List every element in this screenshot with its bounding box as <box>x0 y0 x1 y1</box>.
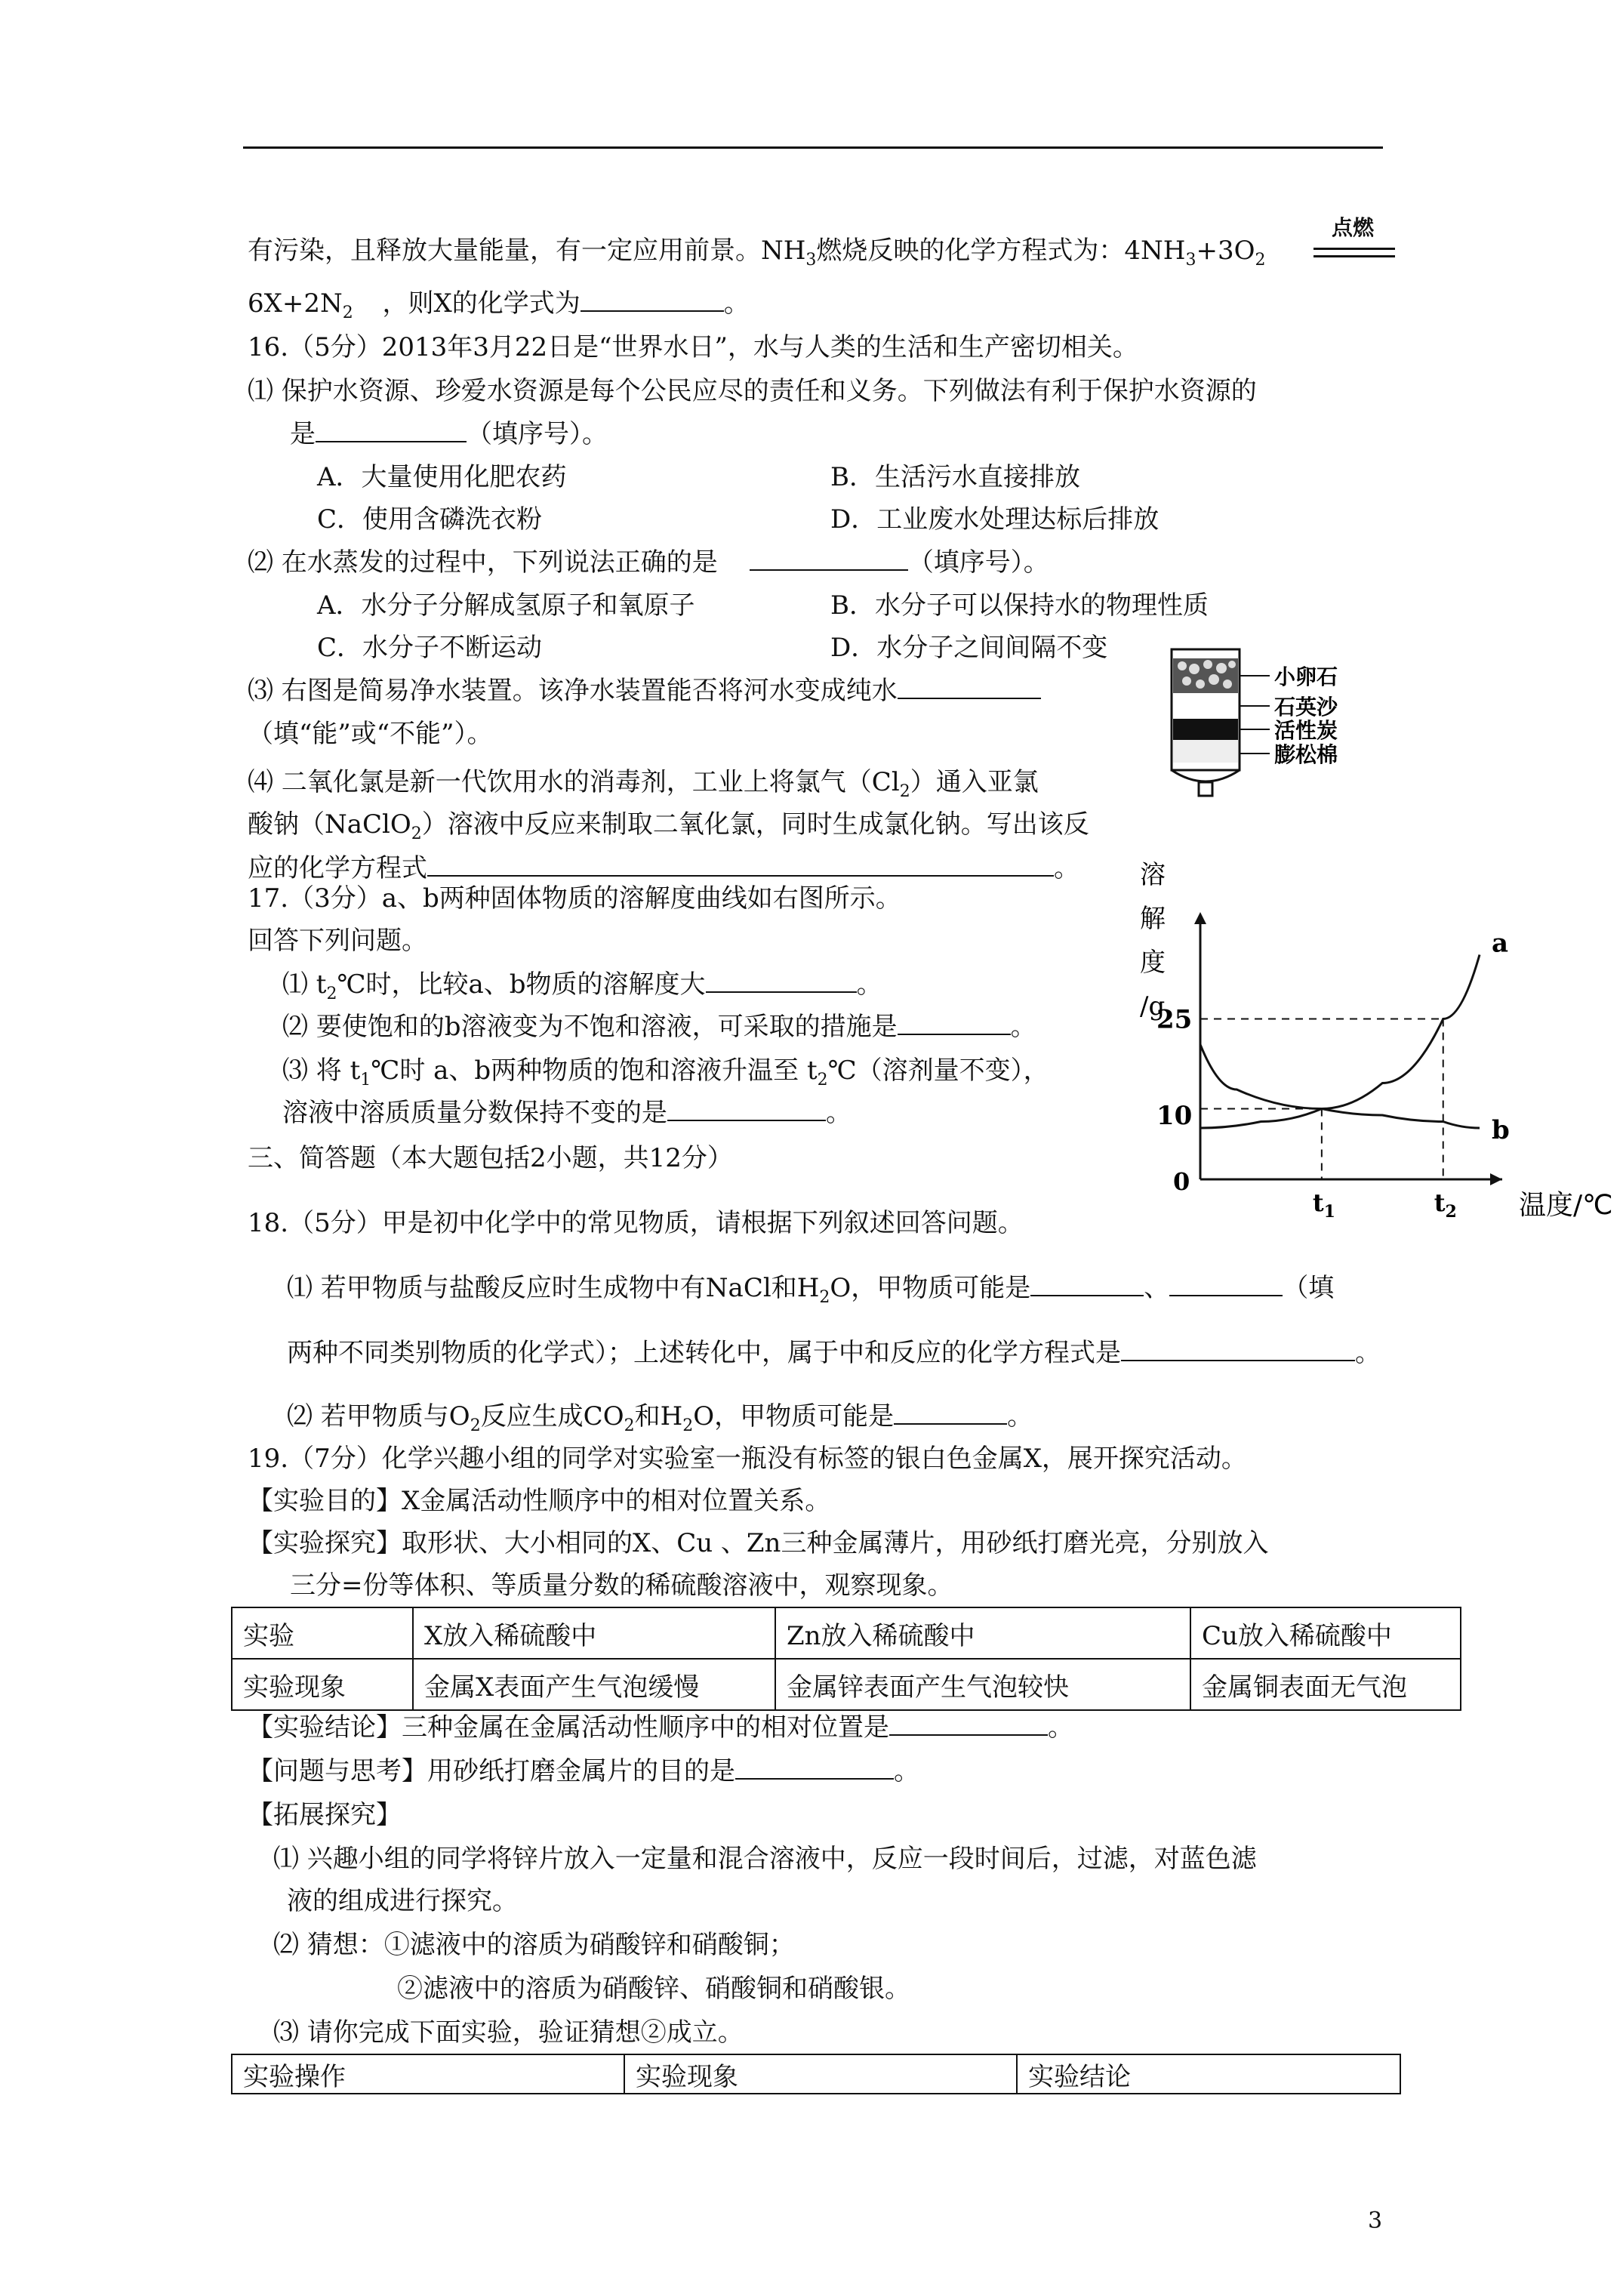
y-axis-label-char: 解 <box>1140 904 1166 934</box>
q16-blank4[interactable] <box>427 854 1054 877</box>
q17-intro: 回答下列问题。 <box>248 926 427 956</box>
q19-e2b: ②滤液中的溶质为硝酸锌、硝酸铜和硝酸银。 <box>397 1974 910 2004</box>
q18-title: 18.（5分）甲是初中化学中的常见物质，请根据下列叙述回答问题。 <box>248 1208 1024 1238</box>
q19-extend: 【拓展探究】 <box>248 1800 402 1830</box>
water-filter-diagram <box>1147 627 1397 808</box>
reaction-line-1: 有污染，且释放大量能量，有一定应用前景。$NH_3$燃烧反映的化学方程式为：$4NH_3+3O_2$ <box>248 236 1266 270</box>
q17-s3: ⑶ 将 $t_1℃$时 a、b两种物质的饱和溶液升温至 $t_2℃$（溶剂量不变）， <box>282 1056 1049 1089</box>
reaction-condition: 点燃 <box>1332 215 1375 240</box>
q16-p2: ⑵ 在水蒸发的过程中，下列说法正确的是 （填序号）。 <box>248 547 1049 578</box>
header-rule <box>243 146 1383 149</box>
filter-label-pebble: 小卵石 <box>1274 664 1338 689</box>
q16-opt1C: C．使用含磷洗衣粉 <box>317 504 543 535</box>
reaction-arrow-top <box>1313 248 1395 250</box>
reaction-arrow-bottom <box>1313 255 1395 257</box>
q19-e2a: ⑵ 猜想：①滤液中的溶质为硝酸锌和硝酸铜； <box>273 1930 795 1960</box>
table-cell: 实验现象 <box>232 1659 413 1710</box>
q16-opt2D: D．水分子之间间隔不变 <box>830 633 1108 663</box>
origin-label: 0 <box>1173 1167 1190 1196</box>
q19-blank1[interactable] <box>889 1713 1048 1736</box>
q16-opt1B: B．生活污水直接排放 <box>830 462 1080 492</box>
q16-blank3[interactable] <box>898 676 1041 699</box>
x-tick-label: $t_1$ <box>1312 1188 1335 1222</box>
q19-conclusion: 【实验结论】三种金属在金属活动性顺序中的相对位置是 。 <box>248 1712 1073 1743</box>
table-row <box>232 1659 1461 1710</box>
table-cell: 金属铜表面无气泡 <box>1190 1659 1461 1710</box>
q16-title: 16.（5分）2013年3月22日是“世界水日”，水与人类的生活和生产密切相关。 <box>248 332 1138 362</box>
q17-blank3[interactable] <box>667 1099 826 1121</box>
q17-s3d: 溶液中溶质质量分数保持不变的是 。 <box>282 1098 852 1128</box>
x-tick-label: $t_2$ <box>1434 1188 1457 1222</box>
q17-blank1[interactable] <box>706 970 857 993</box>
q19-title: 19.（7分）化学兴趣小组的同学对实验室一瓶没有标签的银白色金属X，展开探究活动。 <box>248 1444 1247 1474</box>
q16-opt2C: C．水分子不断运动 <box>317 633 543 663</box>
table-row <box>232 2054 1400 2094</box>
q16-p3: ⑶ 右图是简易净水装置。该净水装置能否将河水变成纯水 <box>248 676 1041 706</box>
section3-title: 三、简答题（本大题包括2小题，共12分） <box>248 1143 733 1173</box>
q16-p4a: ⑷ 二氧化氯是新一代饮用水的消毒剂，工业上将氯气$(Cl_2)$通入亚氯 <box>248 767 1039 801</box>
y-axis-label-char: /g <box>1140 991 1166 1022</box>
metal-test-table <box>231 1607 1461 1711</box>
q16-opt2B: B．水分子可以保持水的物理性质 <box>830 590 1209 621</box>
q16-opt1A: A．大量使用化肥农药 <box>317 462 567 492</box>
q19-e1b: 液的组成进行探究。 <box>287 1886 518 1916</box>
q16-opt1D: D．工业废水处理达标后排放 <box>830 504 1160 535</box>
table-cell: 实验结论 <box>1017 2054 1400 2094</box>
q18-s1c: 两种不同类别物质的化学式）；上述转化中，属于中和反应的化学方程式是 。 <box>287 1338 1381 1368</box>
y-tick-label: 25 <box>1156 1004 1193 1035</box>
table-cell: Zn放入稀硫酸中 <box>775 1607 1190 1659</box>
q18-blank3[interactable] <box>1121 1339 1355 1361</box>
table-cell: 实验操作 <box>232 2054 624 2094</box>
q19-question: 【问题与思考】用砂纸打磨金属片的目的是 。 <box>248 1756 919 1786</box>
series-label-b: b <box>1492 1115 1510 1145</box>
solubility-chart <box>1117 853 1613 1246</box>
q16-p3-tail: （填“能”或“不能”）。 <box>248 719 493 749</box>
y-tick-label: 10 <box>1156 1101 1193 1131</box>
q19-explore-b: 三分=份等体积、等质量分数的稀硫酸溶液中，观察现象。 <box>290 1570 953 1601</box>
q18-s1: ⑴ 若甲物质与盐酸反应时生成物中有NaCl和$H_2O$，甲物质可能是 、 （填 <box>287 1273 1335 1307</box>
q17-blank2[interactable] <box>898 1012 1011 1035</box>
q19-explore-a: 【实验探究】取形状、大小相同的X、Cu 、Zn三种金属薄片，用砂纸打磨光亮，分别放入 <box>248 1528 1269 1558</box>
q16-blank2[interactable] <box>750 548 908 571</box>
q18-blank1[interactable] <box>1030 1274 1144 1296</box>
q17-s2: ⑵ 要使饱和的b溶液变为不饱和溶液，可采取的措施是 。 <box>282 1012 1036 1042</box>
carbon-layer <box>1173 719 1238 740</box>
table-cell: 实验 <box>232 1607 413 1659</box>
page-number: 3 <box>1368 2208 1383 2234</box>
table-row <box>232 1607 1461 1659</box>
table-cell: 金属X表面产生气泡缓慢 <box>413 1659 775 1710</box>
filter-label-sand: 石英沙 <box>1274 695 1338 720</box>
q16-opt2A: A．水分子分解成氢原子和氧原子 <box>317 590 695 621</box>
q18-blank4[interactable] <box>894 1402 1007 1425</box>
series-line-b <box>1200 1045 1480 1129</box>
q16-blank1[interactable] <box>316 420 467 442</box>
q16-p1b: 是 （填序号）。 <box>290 419 608 449</box>
table-cell: 金属锌表面产生气泡较快 <box>775 1659 1190 1710</box>
cotton-layer <box>1173 740 1238 763</box>
q17-s1: ⑴ $t_2℃$时，比较a、b物质的溶解度大 。 <box>282 969 882 1003</box>
y-axis-arrow <box>1194 912 1206 924</box>
q19-goal: 【实验目的】X金属活动性顺序中的相对位置关系。 <box>248 1486 831 1516</box>
q17-title: 17.（3分）a、b两种固体物质的溶解度曲线如右图所示。 <box>248 883 901 914</box>
verify-table <box>231 2054 1401 2094</box>
filter-label-carbon: 活性炭 <box>1274 718 1338 743</box>
x-axis-label: 温度/℃ <box>1519 1190 1613 1221</box>
reaction-line-2: $6X+2N_2$ ，则X的化学式为 。 <box>248 288 750 322</box>
sand-layer <box>1173 693 1238 719</box>
filter-label-cotton: 膨松棉 <box>1274 742 1338 767</box>
table-cell: Cu放入稀硫酸中 <box>1190 1607 1461 1659</box>
x-formula-blank[interactable] <box>581 289 724 312</box>
q19-e3: ⑶ 请你完成下面实验，验证猜想②成立。 <box>273 2017 744 2048</box>
q16-p1a: ⑴ 保护水资源、珍爱水资源是每个公民应尽的责任和义务。下列做法有利于保护水资源的 <box>248 376 1257 406</box>
q19-blank2[interactable] <box>735 1757 894 1780</box>
series-label-a: a <box>1492 928 1509 959</box>
q16-p4b: 酸钠（NaClO$_2$）溶液中反应来制取二氧化氯，同时生成氯化钠。写出该反 <box>248 809 1089 843</box>
series-line-a <box>1200 955 1480 1129</box>
table-cell: 实验现象 <box>624 2054 1017 2094</box>
x-axis-arrow <box>1490 1173 1502 1185</box>
q19-e1a: ⑴ 兴趣小组的同学将锌片放入一定量和混合溶液中，反应一段时间后，过滤，对蓝色滤 <box>273 1844 1257 1874</box>
y-axis-label-char: 度 <box>1140 948 1166 978</box>
q18-blank2[interactable] <box>1169 1274 1283 1296</box>
table-cell: X放入稀硫酸中 <box>413 1607 775 1659</box>
q16-p4c: 应的化学方程式 。 <box>248 853 1079 883</box>
y-axis-label-char: 溶 <box>1140 860 1166 890</box>
q18-s2: ⑵ 若甲物质与$O_2$反应生成$CO_2$和$H_2O$，甲物质可能是 。 <box>287 1401 1033 1435</box>
